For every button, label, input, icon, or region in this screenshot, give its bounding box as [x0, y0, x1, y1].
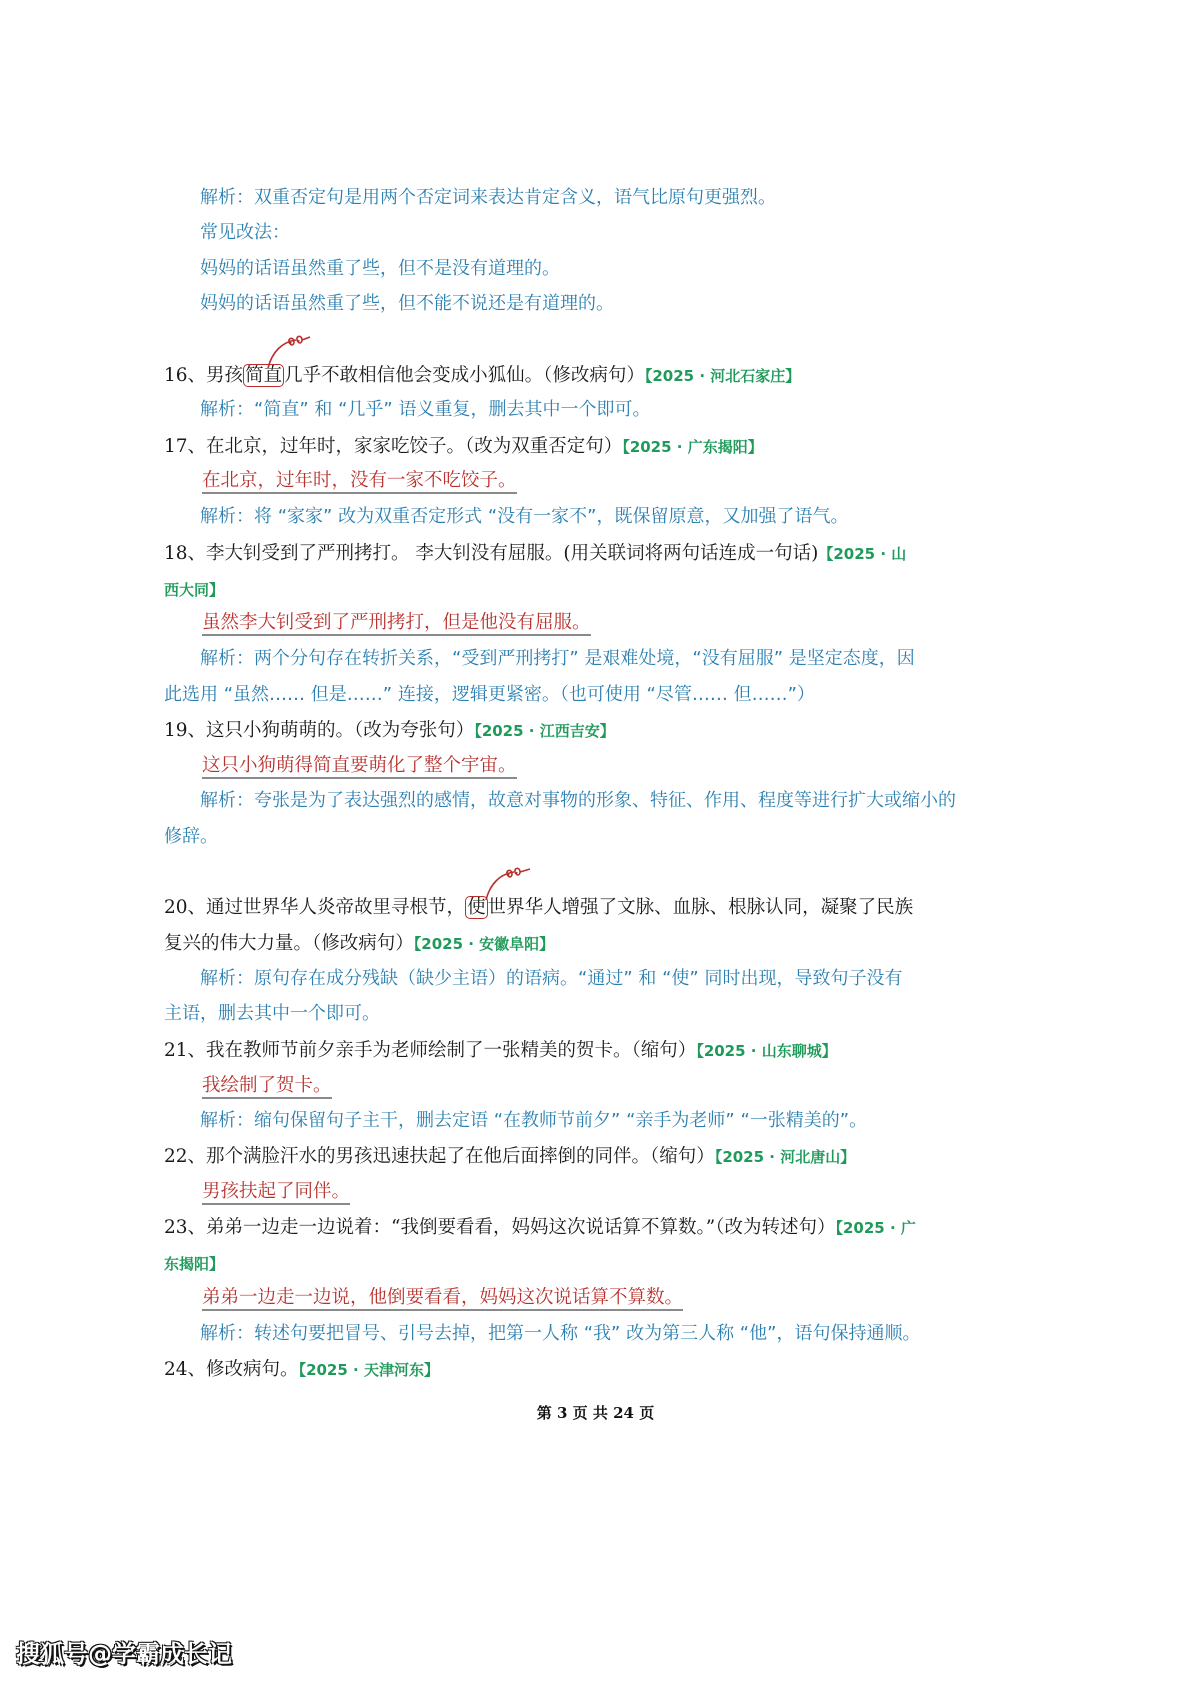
intro-analysis: 解析：双重否定句是用两个否定词来表达肯定含义，语气比原句更强烈。 [200, 187, 776, 208]
question-text: 这只小狗萌萌的。（改为夸张句） [206, 720, 475, 741]
analysis-20-line2: 主语，删去其中一个即可。 [164, 1003, 380, 1024]
analysis-21: 解析：缩句保留句子主干，删去定语 “在教师节前夕” “亲手为老师” “一张精美的”。 [200, 1110, 868, 1131]
question-22 [164, 1144, 855, 1169]
source-tag: 【2025 · 江西吉安】 [474, 722, 615, 740]
analysis-20-line1: 解析：原句存在成分残缺（缺少主语）的语病。“通过” 和 “使” 同时出现，导致句子没有 [200, 968, 903, 989]
source-tag: 【2025 · 河北石家庄】 [644, 367, 801, 385]
source-tag-continued: 东揭阳】 [164, 1255, 225, 1273]
question-text: 通过世界华人炎帝故里寻根节， [206, 897, 466, 918]
question-text: 我在教师节前夕亲手为老师绘制了一张精美的贺卡。（缩句） [206, 1040, 697, 1061]
question-21 [164, 1038, 837, 1063]
question-text: 在北京，过年时，家家吃饺子。（改为双重否定句） [206, 436, 623, 457]
question-19 [164, 718, 615, 743]
answer-text: 虽然李大钊受到了严刑拷打，但是他没有屈服。 [202, 612, 591, 636]
analysis-17: 解析：将 “家家” 改为双重否定形式 “没有一家不”，既保留原意，又加强了语气。 [200, 506, 849, 527]
answer-text: 男孩扶起了同伴。 [202, 1181, 350, 1205]
analysis-19-line2: 修辞。 [164, 826, 218, 847]
question-16 [164, 363, 800, 388]
source-tag-continued: 西大同】 [164, 581, 225, 599]
answer-text: 我绘制了贺卡。 [202, 1075, 332, 1099]
analysis-16: 解析：“简直” 和 “几乎” 语义重复，删去其中一个即可。 [200, 399, 651, 420]
source-tag: 【2025 · 河北唐山】 [714, 1148, 856, 1166]
answer-22 [202, 1179, 350, 1204]
analysis-18-line2: 此选用 “虽然…… 但是……” 连接，逻辑更紧密。（也可使用 “尽管…… 但……”） [164, 684, 815, 705]
source-tag: 【2025 · 山东聊城】 [696, 1042, 837, 1060]
intro-rewrite-1: 妈妈的话语虽然重了些，但不是没有道理的。 [200, 258, 560, 279]
analysis-18-line1: 解析：两个分句存在转折关系，“受到严刑拷打” 是艰难处境，“没有屈服” 是坚定态度，因 [200, 648, 915, 669]
answer-text: 这只小狗萌得简直要萌化了整个宇宙。 [202, 755, 517, 779]
question-23 [164, 1215, 916, 1240]
boxed-word: 使 [467, 897, 486, 918]
question-20-line2 [164, 931, 554, 956]
question-number: 20、 [164, 897, 207, 918]
intro-rewrite-2: 妈妈的话语虽然重了些，但不能不说还是有道理的。 [200, 293, 614, 314]
analysis-19-line1: 解析：夸张是为了表达强烈的感情，故意对事物的形象、特征、作用、程度等进行扩大或缩小的 [200, 790, 956, 811]
question-text: 修改病句。 [206, 1359, 299, 1380]
question-text: 李大钊受到了严刑拷打。 李大钊没有屈服。(用关联词将两句话连成一句话) [206, 543, 819, 564]
question-text: 复兴的伟大力量。（修改病句） [164, 933, 414, 954]
answer-23 [202, 1285, 683, 1310]
answer-text: 在北京，过年时，没有一家不吃饺子。 [202, 470, 517, 494]
page-number: 第 3 页 共 24 页 [536, 1404, 655, 1422]
boxed-word: 简直 [245, 365, 283, 386]
question-number: 19、 [164, 720, 207, 741]
answer-18 [202, 610, 591, 635]
intro-common-label: 常见改法： [200, 222, 290, 243]
question-text: 男孩 [206, 365, 244, 386]
analysis-23: 解析：转述句要把冒号、引号去掉，把第一人称 “我” 改为第三人称 “他”，语句保持通顺。 [200, 1323, 921, 1344]
question-24 [164, 1357, 439, 1382]
question-20 [164, 895, 913, 920]
question-17 [164, 434, 763, 459]
source-tag: 【2025 · 广东揭阳】 [622, 438, 763, 456]
question-text: 弟弟一边走一边说着：“我倒要看看，妈妈这次说话算不算数。”（改为转述句） [206, 1217, 836, 1238]
question-number: 21、 [164, 1040, 207, 1061]
question-text: 那个满脸汗水的男孩迅速扶起了在他后面摔倒的同伴。（缩句） [206, 1146, 715, 1167]
question-text: 世界华人增强了文脉、血脉、根脉认同，凝聚了民族 [487, 897, 914, 918]
question-number: 16、 [164, 365, 207, 386]
watermark: 搜狐号@学霸成长记 [16, 1640, 232, 1668]
question-number: 24、 [164, 1359, 207, 1380]
answer-17 [202, 468, 517, 493]
question-18 [164, 541, 906, 566]
question-number: 18、 [164, 543, 207, 564]
question-number: 22、 [164, 1146, 207, 1167]
answer-19 [202, 753, 517, 778]
question-text: 几乎不敢相信他会变成小狐仙。（修改病句） [284, 365, 645, 386]
source-tag: 【2025 · 天津河东】 [298, 1361, 439, 1379]
answer-text: 弟弟一边走一边说，他倒要看看，妈妈这次说话算不算数。 [202, 1287, 683, 1311]
answer-21 [202, 1073, 332, 1098]
source-tag: 【2025 · 山 [818, 545, 907, 563]
question-number: 23、 [164, 1217, 207, 1238]
source-tag: 【2025 · 广 [835, 1219, 916, 1237]
source-tag: 【2025 · 安徽阜阳】 [413, 935, 555, 953]
question-number: 17、 [164, 436, 207, 457]
